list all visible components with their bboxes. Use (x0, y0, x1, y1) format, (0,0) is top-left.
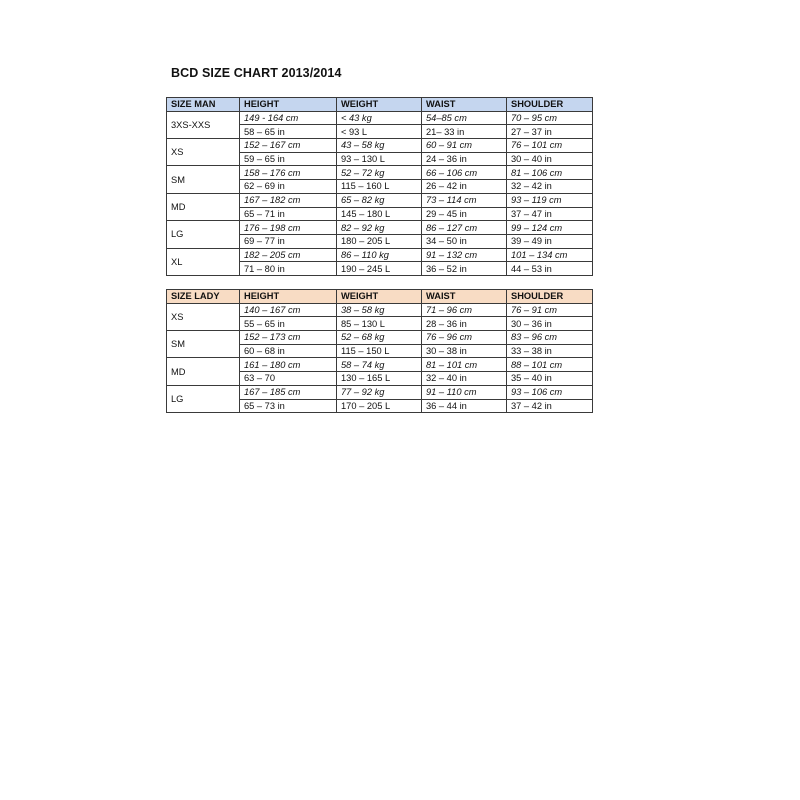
weight-imperial-cell: 85 – 130 L (337, 317, 422, 331)
waist-imperial-cell: 30 – 38 in (422, 344, 507, 358)
size-label: XS (167, 139, 240, 166)
weight-imperial-cell: 115 – 160 L (337, 180, 422, 194)
weight-metric-cell: 43 – 58 kg (337, 139, 422, 153)
table-row (167, 139, 593, 153)
waist-metric-cell: 86 – 127 cm (422, 221, 507, 235)
size-label: LG (167, 385, 240, 412)
shoulder-imperial-cell: 37 – 47 in (507, 207, 593, 221)
weight-metric-cell: 52 – 68 kg (337, 331, 422, 345)
waist-header: WAIST (422, 290, 507, 304)
men-header-row (167, 98, 593, 112)
weight-header: WEIGHT (337, 98, 422, 112)
weight-metric-cell: 82 – 92 kg (337, 221, 422, 235)
waist-metric-cell: 76 – 96 cm (422, 331, 507, 345)
chart-title: BCD SIZE CHART 2013/2014 (171, 66, 342, 80)
size-label: MD (167, 193, 240, 220)
weight-metric-cell: 86 – 110 kg (337, 248, 422, 262)
waist-metric-cell: 73 – 114 cm (422, 193, 507, 207)
weight-imperial-cell: 180 – 205 L (337, 234, 422, 248)
height-imperial-cell: 69 – 77 in (240, 234, 337, 248)
waist-imperial-cell: 21– 33 in (422, 125, 507, 139)
height-metric-cell: 149 - 164 cm (240, 111, 337, 125)
shoulder-metric-cell: 99 – 124 cm (507, 221, 593, 235)
weight-metric-cell: 52 – 72 kg (337, 166, 422, 180)
lady-table-body (167, 303, 593, 413)
height-metric-cell: 140 – 167 cm (240, 303, 337, 317)
waist-imperial-cell: 28 – 36 in (422, 317, 507, 331)
table-row (167, 331, 593, 345)
waist-metric-cell: 54–85 cm (422, 111, 507, 125)
shoulder-imperial-cell: 32 – 42 in (507, 180, 593, 194)
table-row (167, 111, 593, 125)
waist-metric-cell: 91 – 132 cm (422, 248, 507, 262)
table-row (167, 193, 593, 207)
weight-imperial-cell: 115 – 150 L (337, 344, 422, 358)
weight-imperial-cell: 170 – 205 L (337, 399, 422, 413)
height-metric-cell: 152 – 173 cm (240, 331, 337, 345)
table-row (167, 358, 593, 372)
shoulder-imperial-cell: 39 – 49 in (507, 234, 593, 248)
shoulder-imperial-cell: 35 – 40 in (507, 372, 593, 386)
height-metric-cell: 158 – 176 cm (240, 166, 337, 180)
weight-metric-cell: 77 – 92 kg (337, 385, 422, 399)
weight-imperial-cell: < 93 L (337, 125, 422, 139)
table-row (167, 166, 593, 180)
shoulder-metric-cell: 101 – 134 cm (507, 248, 593, 262)
height-metric-cell: 182 – 205 cm (240, 248, 337, 262)
table-row (167, 248, 593, 262)
shoulder-metric-cell: 88 – 101 cm (507, 358, 593, 372)
size-label: 3XS-XXS (167, 111, 240, 138)
size-label: SM (167, 166, 240, 193)
height-imperial-cell: 65 – 73 in (240, 399, 337, 413)
table-row (167, 303, 593, 317)
size-label: MD (167, 358, 240, 385)
size-label: XL (167, 248, 240, 275)
height-imperial-cell: 65 – 71 in (240, 207, 337, 221)
shoulder-imperial-cell: 30 – 36 in (507, 317, 593, 331)
height-metric-cell: 176 – 198 cm (240, 221, 337, 235)
weight-header: WEIGHT (337, 290, 422, 304)
height-header: HEIGHT (240, 290, 337, 304)
size-lady-header: SIZE LADY (167, 290, 240, 304)
size-man-header: SIZE MAN (167, 98, 240, 112)
shoulder-header: SHOULDER (507, 290, 593, 304)
shoulder-metric-cell: 70 – 95 cm (507, 111, 593, 125)
table-row (167, 221, 593, 235)
waist-metric-cell: 91 – 110 cm (422, 385, 507, 399)
men-table-body (167, 111, 593, 275)
shoulder-imperial-cell: 33 – 38 in (507, 344, 593, 358)
waist-header: WAIST (422, 98, 507, 112)
waist-imperial-cell: 24 – 36 in (422, 152, 507, 166)
shoulder-metric-cell: 76 – 101 cm (507, 139, 593, 153)
waist-imperial-cell: 34 – 50 in (422, 234, 507, 248)
men-size-table (166, 97, 593, 276)
size-label: SM (167, 331, 240, 358)
height-imperial-cell: 60 – 68 in (240, 344, 337, 358)
height-imperial-cell: 62 – 69 in (240, 180, 337, 194)
height-metric-cell: 167 – 182 cm (240, 193, 337, 207)
height-metric-cell: 161 – 180 cm (240, 358, 337, 372)
height-imperial-cell: 59 – 65 in (240, 152, 337, 166)
lady-header-row (167, 290, 593, 304)
shoulder-imperial-cell: 37 – 42 in (507, 399, 593, 413)
height-header: HEIGHT (240, 98, 337, 112)
lady-size-table (166, 289, 593, 413)
shoulder-imperial-cell: 27 – 37 in (507, 125, 593, 139)
waist-metric-cell: 60 – 91 cm (422, 139, 507, 153)
table-row (167, 385, 593, 399)
weight-metric-cell: 58 – 74 kg (337, 358, 422, 372)
height-imperial-cell: 71 – 80 in (240, 262, 337, 276)
shoulder-metric-cell: 76 – 91 cm (507, 303, 593, 317)
height-imperial-cell: 63 – 70 (240, 372, 337, 386)
waist-imperial-cell: 29 – 45 in (422, 207, 507, 221)
weight-imperial-cell: 145 – 180 L (337, 207, 422, 221)
weight-imperial-cell: 130 – 165 L (337, 372, 422, 386)
height-imperial-cell: 58 – 65 in (240, 125, 337, 139)
shoulder-metric-cell: 93 – 119 cm (507, 193, 593, 207)
weight-metric-cell: < 43 kg (337, 111, 422, 125)
height-metric-cell: 152 – 167 cm (240, 139, 337, 153)
waist-metric-cell: 81 – 101 cm (422, 358, 507, 372)
shoulder-header: SHOULDER (507, 98, 593, 112)
size-label: LG (167, 221, 240, 248)
waist-imperial-cell: 32 – 40 in (422, 372, 507, 386)
weight-metric-cell: 65 – 82 kg (337, 193, 422, 207)
waist-imperial-cell: 36 – 52 in (422, 262, 507, 276)
height-imperial-cell: 55 – 65 in (240, 317, 337, 331)
waist-metric-cell: 66 – 106 cm (422, 166, 507, 180)
shoulder-imperial-cell: 44 – 53 in (507, 262, 593, 276)
weight-imperial-cell: 93 – 130 L (337, 152, 422, 166)
weight-metric-cell: 38 – 58 kg (337, 303, 422, 317)
waist-imperial-cell: 36 – 44 in (422, 399, 507, 413)
shoulder-metric-cell: 83 – 96 cm (507, 331, 593, 345)
weight-imperial-cell: 190 – 245 L (337, 262, 422, 276)
shoulder-metric-cell: 81 – 106 cm (507, 166, 593, 180)
height-metric-cell: 167 – 185 cm (240, 385, 337, 399)
size-label: XS (167, 303, 240, 330)
waist-metric-cell: 71 – 96 cm (422, 303, 507, 317)
waist-imperial-cell: 26 – 42 in (422, 180, 507, 194)
shoulder-imperial-cell: 30 – 40 in (507, 152, 593, 166)
shoulder-metric-cell: 93 – 106 cm (507, 385, 593, 399)
